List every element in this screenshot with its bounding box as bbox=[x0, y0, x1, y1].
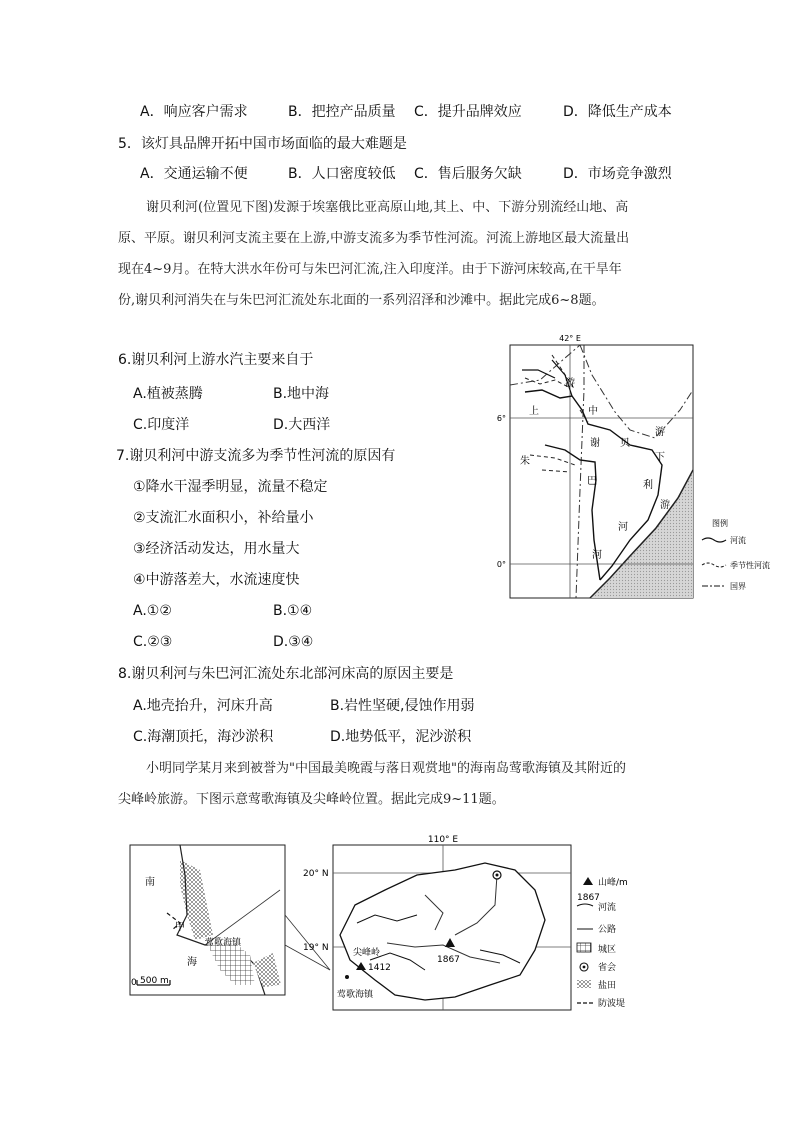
legend-seasonal-river: 季节性河流 bbox=[730, 561, 770, 570]
q7-item: ①降水干湿季明显，流量不稳定 bbox=[133, 479, 328, 495]
town-label: 莺歌海镇 bbox=[337, 990, 374, 1000]
legend-river: 河流 bbox=[598, 903, 617, 913]
q5-option-d: D．市场竞争激烈 bbox=[563, 166, 672, 182]
lon-110e-label: 110° E bbox=[427, 835, 459, 845]
scale-label: 500 m bbox=[140, 976, 169, 986]
q5-stem: 5．该灯具品牌开拓中国市场面临的最大难题是 bbox=[118, 136, 407, 152]
inset-label: 海 bbox=[187, 957, 197, 968]
shebelle-river-map bbox=[480, 330, 780, 620]
map-label: 巴 bbox=[587, 476, 597, 487]
legend-city: 城区 bbox=[598, 945, 617, 955]
lat-19n-label: 19° N bbox=[303, 943, 329, 953]
q8-option-a: A.地壳抬升，河床升高 bbox=[133, 698, 273, 714]
lat0-label: 0° bbox=[496, 560, 506, 569]
q8-option-c: C.海潮顶托，海沙淤积 bbox=[133, 729, 274, 745]
legend-saltfield-icon bbox=[577, 980, 591, 988]
q6-option-b: B.地中海 bbox=[273, 386, 330, 402]
legend-peak-icon bbox=[583, 877, 593, 885]
q4-option-c: C．提升品牌效应 bbox=[414, 104, 522, 120]
inset-label: 甲 bbox=[175, 922, 185, 933]
legend-peak: 山峰/m bbox=[598, 878, 628, 888]
map-label: 上 bbox=[529, 406, 539, 417]
q6-option-a: A.植被蒸腾 bbox=[133, 386, 203, 402]
legend-title: 图例 bbox=[712, 519, 728, 528]
q4-option-b: B．把控产品质量 bbox=[288, 104, 396, 120]
q8-stem: 8.谢贝利河与朱巴河汇流处东北部河床高的原因主要是 bbox=[118, 666, 454, 682]
map-label: 朱 bbox=[520, 456, 530, 467]
q7-item: ②支流汇水面积小，补给量小 bbox=[133, 510, 314, 526]
q5-option-a: A．交通运输不便 bbox=[140, 166, 248, 182]
lat-20n-label: 20° N bbox=[303, 869, 329, 879]
q7-option-c: C.②③ bbox=[133, 634, 173, 650]
map-label: 利 bbox=[643, 480, 653, 491]
map-label: 谢 bbox=[590, 438, 600, 449]
map-label: 游 bbox=[565, 378, 575, 389]
map-label: 贝 bbox=[620, 438, 630, 449]
peak-1867-elev: 1867 bbox=[437, 955, 460, 965]
map-label: 游 bbox=[660, 500, 670, 511]
passage1-line: 原、平原。谢贝利河支流主要在上游,中游支流多为季节性河流。河流上游地区最大流量出 bbox=[118, 231, 630, 246]
q7-stem: 7.谢贝利河中游支流多为季节性河流的原因有 bbox=[116, 448, 396, 464]
q8-option-d: D.地势低平，泥沙淤积 bbox=[330, 729, 472, 745]
legend-city-icon bbox=[577, 943, 591, 952]
passage2-line: 尖峰岭旅游。下图示意莺歌海镇及尖峰岭位置。据此完成9~11题。 bbox=[118, 792, 505, 807]
yinggehai-map bbox=[125, 835, 685, 1020]
passage2-line: 小明同学某月来到被誉为"中国最美晚霞与落日观赏地"的海南岛莺歌海镇及其附近的 bbox=[146, 761, 626, 776]
lon-label: 42° E bbox=[559, 334, 581, 343]
q7-option-d: D.③④ bbox=[273, 634, 314, 650]
passage1-line: 现在4~9月。在特大洪水年份可与朱巴河汇流,注入印度洋。由于下游河床较高,在干旱年 bbox=[118, 262, 622, 277]
map-label: 下 bbox=[655, 452, 665, 463]
legend-border: 国界 bbox=[730, 582, 746, 591]
lat6-label: 6° bbox=[496, 414, 506, 423]
q4-option-d: D．降低生产成本 bbox=[563, 104, 672, 120]
passage1-line: 谢贝利河(位置见下图)发源于埃塞俄比亚高原山地,其上、中、下游分别流经山地、高 bbox=[146, 200, 629, 215]
map-label: 河 bbox=[592, 550, 602, 561]
legend-breakwater: 防波堤 bbox=[598, 999, 626, 1009]
legend-elev: 1867 bbox=[577, 893, 600, 903]
q6-stem: 6.谢贝利河上游水汽主要来自于 bbox=[118, 352, 314, 368]
town-dot bbox=[345, 975, 349, 979]
q7-item: ③经济活动发达，用水量大 bbox=[133, 541, 300, 557]
q5-option-b: B．人口密度较低 bbox=[288, 166, 396, 182]
legend-road: 公路 bbox=[598, 925, 617, 935]
scale-zero: 0 bbox=[131, 978, 137, 988]
q7-option-b: B.①④ bbox=[273, 603, 313, 619]
map-label: 中 bbox=[588, 406, 598, 417]
q4-option-a: A．响应客户需求 bbox=[140, 104, 248, 120]
q6-option-d: D.大西洋 bbox=[273, 417, 331, 433]
q5-option-c: C．售后服务欠缺 bbox=[414, 166, 522, 182]
inset-town-label: 莺歌海镇 bbox=[205, 938, 242, 948]
q8-option-b: B.岩性坚硬,侵蚀作用弱 bbox=[330, 698, 475, 714]
legend-saltfield: 盐田 bbox=[598, 981, 617, 991]
passage1-line: 份,谢贝利河消失在与朱巴河汇流处东北面的一系列沼泽和沙滩中。据此完成6~8题。 bbox=[118, 293, 605, 308]
peak-1412-elev: 1412 bbox=[368, 963, 391, 973]
legend-river: 河流 bbox=[730, 536, 746, 545]
legend-capital: 省会 bbox=[598, 963, 617, 973]
q7-option-a: A.①② bbox=[133, 603, 172, 619]
map-label: 游 bbox=[655, 427, 665, 438]
peak-jianfengling-name: 尖峰岭 bbox=[353, 948, 381, 958]
map-label: 河 bbox=[618, 522, 628, 533]
q7-item: ④中游落差大，水流速度快 bbox=[133, 572, 300, 588]
inset-label: 南 bbox=[145, 877, 155, 888]
q6-option-c: C.印度洋 bbox=[133, 417, 190, 433]
